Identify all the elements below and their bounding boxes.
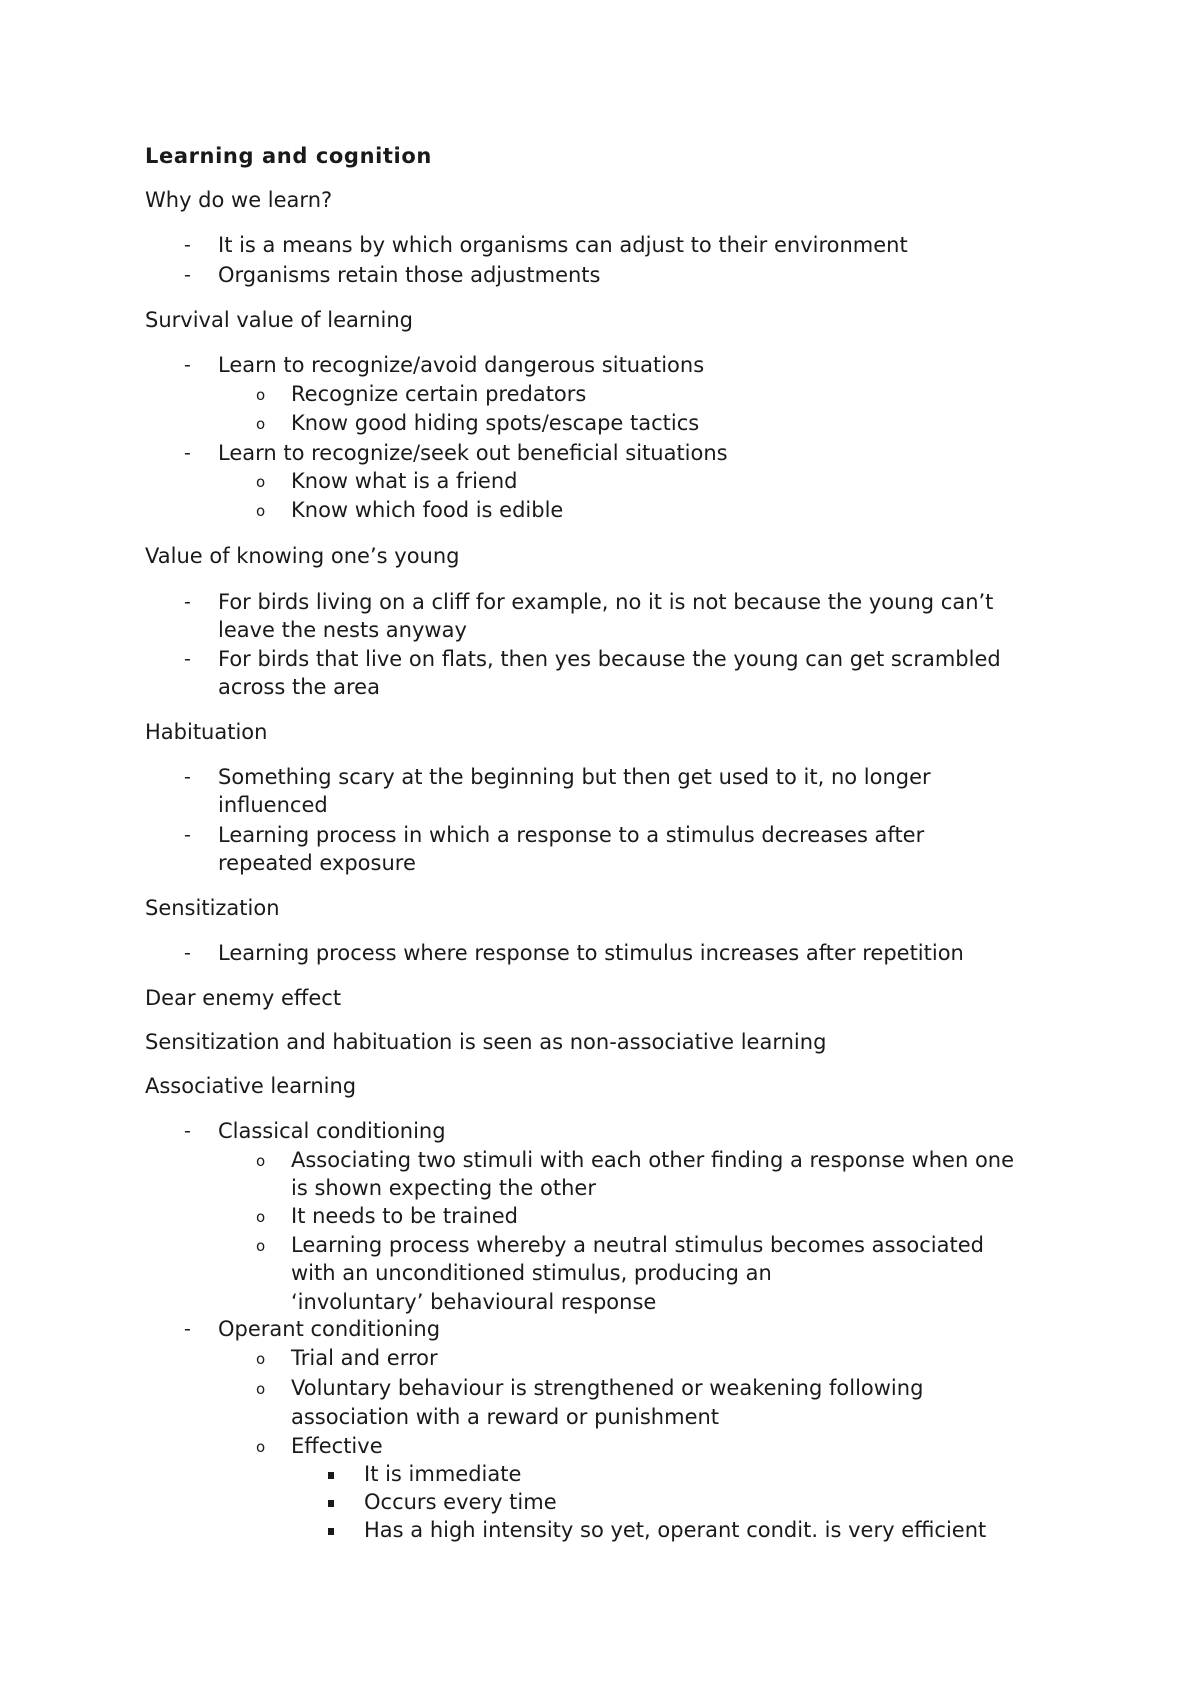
dash-bullet: -: [184, 648, 191, 670]
sub-list-item-line: with an unconditioned stimulus, producing an: [291, 1261, 772, 1285]
sub-list-item: Know what is a friend: [291, 469, 518, 493]
circle-bullet: o: [256, 502, 266, 520]
section-heading: Habituation: [145, 720, 268, 744]
sub-list-item-line: association with a reward or punishment: [291, 1405, 720, 1429]
dash-bullet: -: [184, 442, 191, 464]
section-heading: Associative learning: [145, 1074, 357, 1098]
list-item: Learn to recognize/seek out beneficial situations: [218, 441, 728, 465]
square-bullet: [328, 1472, 334, 1479]
circle-bullet: o: [256, 1237, 266, 1255]
sub-list-item-line: ‘involuntary’ behavioural response: [291, 1290, 657, 1314]
section-heading: Survival value of learning: [145, 308, 413, 332]
list-item-line: Learning process in which a response to a stimulus decreases after: [218, 823, 925, 847]
dash-bullet: -: [184, 1120, 191, 1142]
sub-list-item: Know good hiding spots/escape tactics: [291, 411, 700, 435]
sub-list-item-line: is shown expecting the other: [291, 1176, 596, 1200]
dash-bullet: -: [184, 264, 191, 286]
circle-bullet: o: [256, 1208, 266, 1226]
list-item: Learning process where response to stimulus increases after repetition: [218, 941, 964, 965]
circle-bullet: o: [256, 386, 266, 404]
dash-bullet: -: [184, 824, 191, 846]
list-item: Learn to recognize/avoid dangerous situations: [218, 353, 705, 377]
list-item: It is a means by which organisms can adjust to their environment: [218, 233, 908, 257]
circle-bullet: o: [256, 1380, 266, 1398]
list-item: Organisms retain those adjustments: [218, 263, 601, 287]
section-heading: Why do we learn?: [145, 188, 333, 212]
list-item: Operant conditioning: [218, 1317, 441, 1341]
sub-list-item-line: Trial and error: [291, 1346, 438, 1370]
section-heading: Value of knowing one’s young: [145, 544, 460, 568]
sub-sub-list-item: It is immediate: [364, 1462, 522, 1486]
circle-bullet: o: [256, 415, 266, 433]
dash-bullet: -: [184, 766, 191, 788]
section-heading: Sensitization and habituation is seen as non-associative learning: [145, 1030, 827, 1054]
circle-bullet: o: [256, 1152, 266, 1170]
sub-list-item-line: Associating two stimuli with each other finding a response when one: [291, 1148, 1015, 1172]
sub-list-item-line: Voluntary behaviour is strengthened or weakening following: [291, 1376, 924, 1400]
dash-bullet: -: [184, 354, 191, 376]
list-item-line: For birds living on a cliff for example, no it is not because the young can’t: [218, 590, 994, 614]
list-item-line: across the area: [218, 675, 380, 699]
list-item-line: influenced: [218, 793, 328, 817]
sub-sub-list-item: Has a high intensity so yet, operant condit. is very efficient: [364, 1518, 987, 1542]
dash-bullet: -: [184, 1318, 191, 1340]
circle-bullet: o: [256, 473, 266, 491]
square-bullet: [328, 1500, 334, 1507]
dash-bullet: -: [184, 591, 191, 613]
sub-list-item-line: Learning process whereby a neutral stimulus becomes associated: [291, 1233, 984, 1257]
list-item-line: Something scary at the beginning but then get used to it, no longer: [218, 765, 931, 789]
section-heading: Sensitization: [145, 896, 280, 920]
list-item-line: leave the nests anyway: [218, 618, 467, 642]
square-bullet: [328, 1528, 334, 1535]
dash-bullet: -: [184, 942, 191, 964]
sub-sub-list-item: Occurs every time: [364, 1490, 557, 1514]
list-item: Classical conditioning: [218, 1119, 446, 1143]
document-title: Learning and cognition: [145, 144, 432, 168]
circle-bullet: o: [256, 1350, 266, 1368]
dash-bullet: -: [184, 234, 191, 256]
sub-list-item-line: Effective: [291, 1434, 383, 1458]
sub-list-item: Know which food is edible: [291, 498, 564, 522]
list-item-line: For birds that live on flats, then yes because the young can get scrambled: [218, 647, 1001, 671]
section-heading: Dear enemy effect: [145, 986, 342, 1010]
circle-bullet: o: [256, 1438, 266, 1456]
sub-list-item: Recognize certain predators: [291, 382, 587, 406]
list-item-line: repeated exposure: [218, 851, 416, 875]
sub-list-item-line: It needs to be trained: [291, 1204, 519, 1228]
